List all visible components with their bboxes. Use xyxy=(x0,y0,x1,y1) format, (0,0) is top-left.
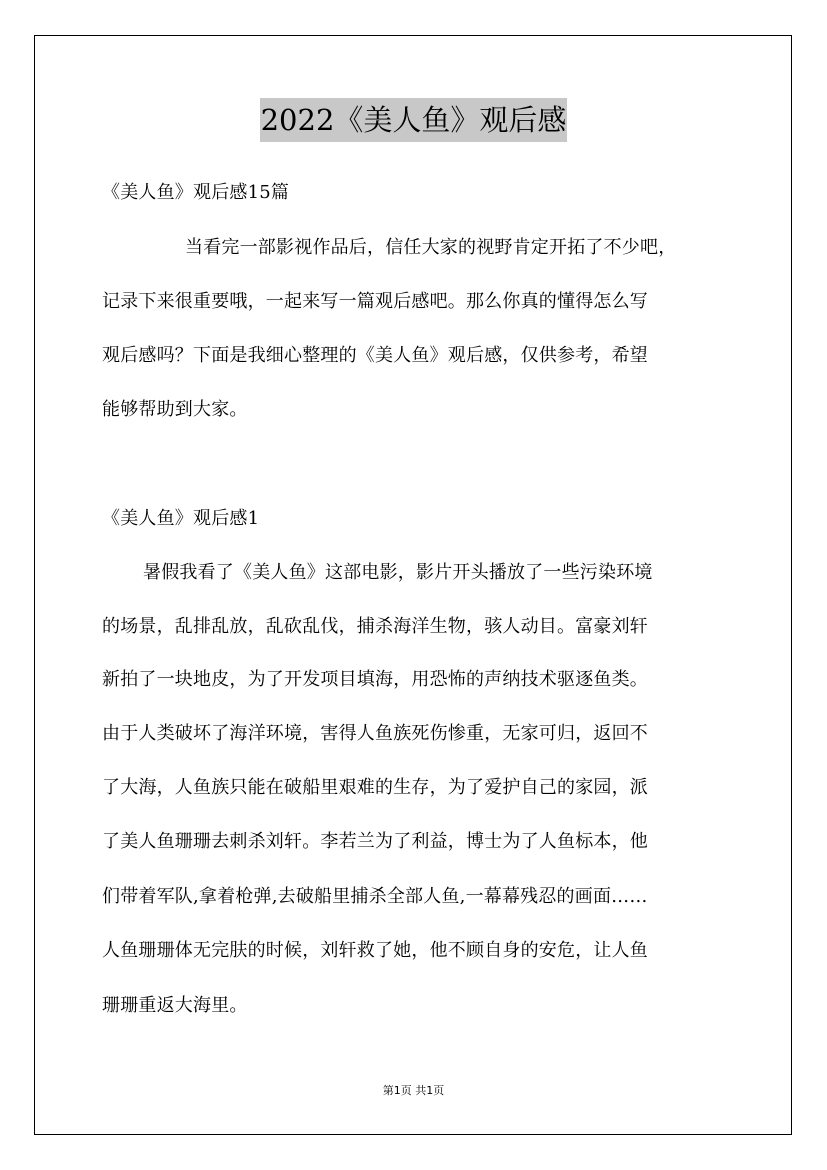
intro-line: 记录下来很重要哦，一起来写一篇观后感吧。那么你真的懂得怎么写 xyxy=(102,291,648,312)
body-line: 新拍了一块地皮，为了开发项目填海，用恐怖的声纳技术驱逐鱼类。 xyxy=(102,669,648,690)
body-line: 了美人鱼珊珊去刺杀刘轩。李若兰为了利益，博士为了人鱼标本，他 xyxy=(102,831,648,852)
document-title: 2022《美人鱼》观后感 xyxy=(260,98,568,142)
body-line: 人鱼珊珊体无完肤的时候，刘轩救了她，他不顾自身的安危，让人鱼 xyxy=(102,940,648,961)
subtitle: 《美人鱼》观后感15篇 xyxy=(102,182,290,203)
body-line: 珊珊重返大海里。 xyxy=(102,995,248,1016)
section-heading: 《美人鱼》观后感1 xyxy=(102,508,260,529)
title-container xyxy=(0,98,827,142)
intro-line: 观后感吗？下面是我细心整理的《美人鱼》观后感，仅供参考，希望 xyxy=(102,345,648,366)
body-line: 由于人类破坏了海洋环境，害得人鱼族死伤惨重，无家可归，返回不 xyxy=(102,723,648,744)
intro-line: 当看完一部影视作品后，信任大家的视野肯定开拓了不少吧， xyxy=(185,237,677,258)
page-footer: 第1页 共1页 xyxy=(382,1084,445,1097)
body-line: 们带着军队,拿着枪弹,去破船里捕杀全部人鱼,一幕幕残忍的画面…… xyxy=(102,886,648,907)
intro-line: 能够帮助到大家。 xyxy=(102,399,248,420)
body-line: 的场景，乱排乱放，乱砍乱伐，捕杀海洋生物，骇人动目。富豪刘轩 xyxy=(102,616,648,637)
body-line: 了大海，人鱼族只能在破船里艰难的生存，为了爱护自己的家园，派 xyxy=(102,777,648,798)
body-line: 暑假我看了《美人鱼》这部电影，影片开头播放了一些污染环境 xyxy=(143,562,653,583)
